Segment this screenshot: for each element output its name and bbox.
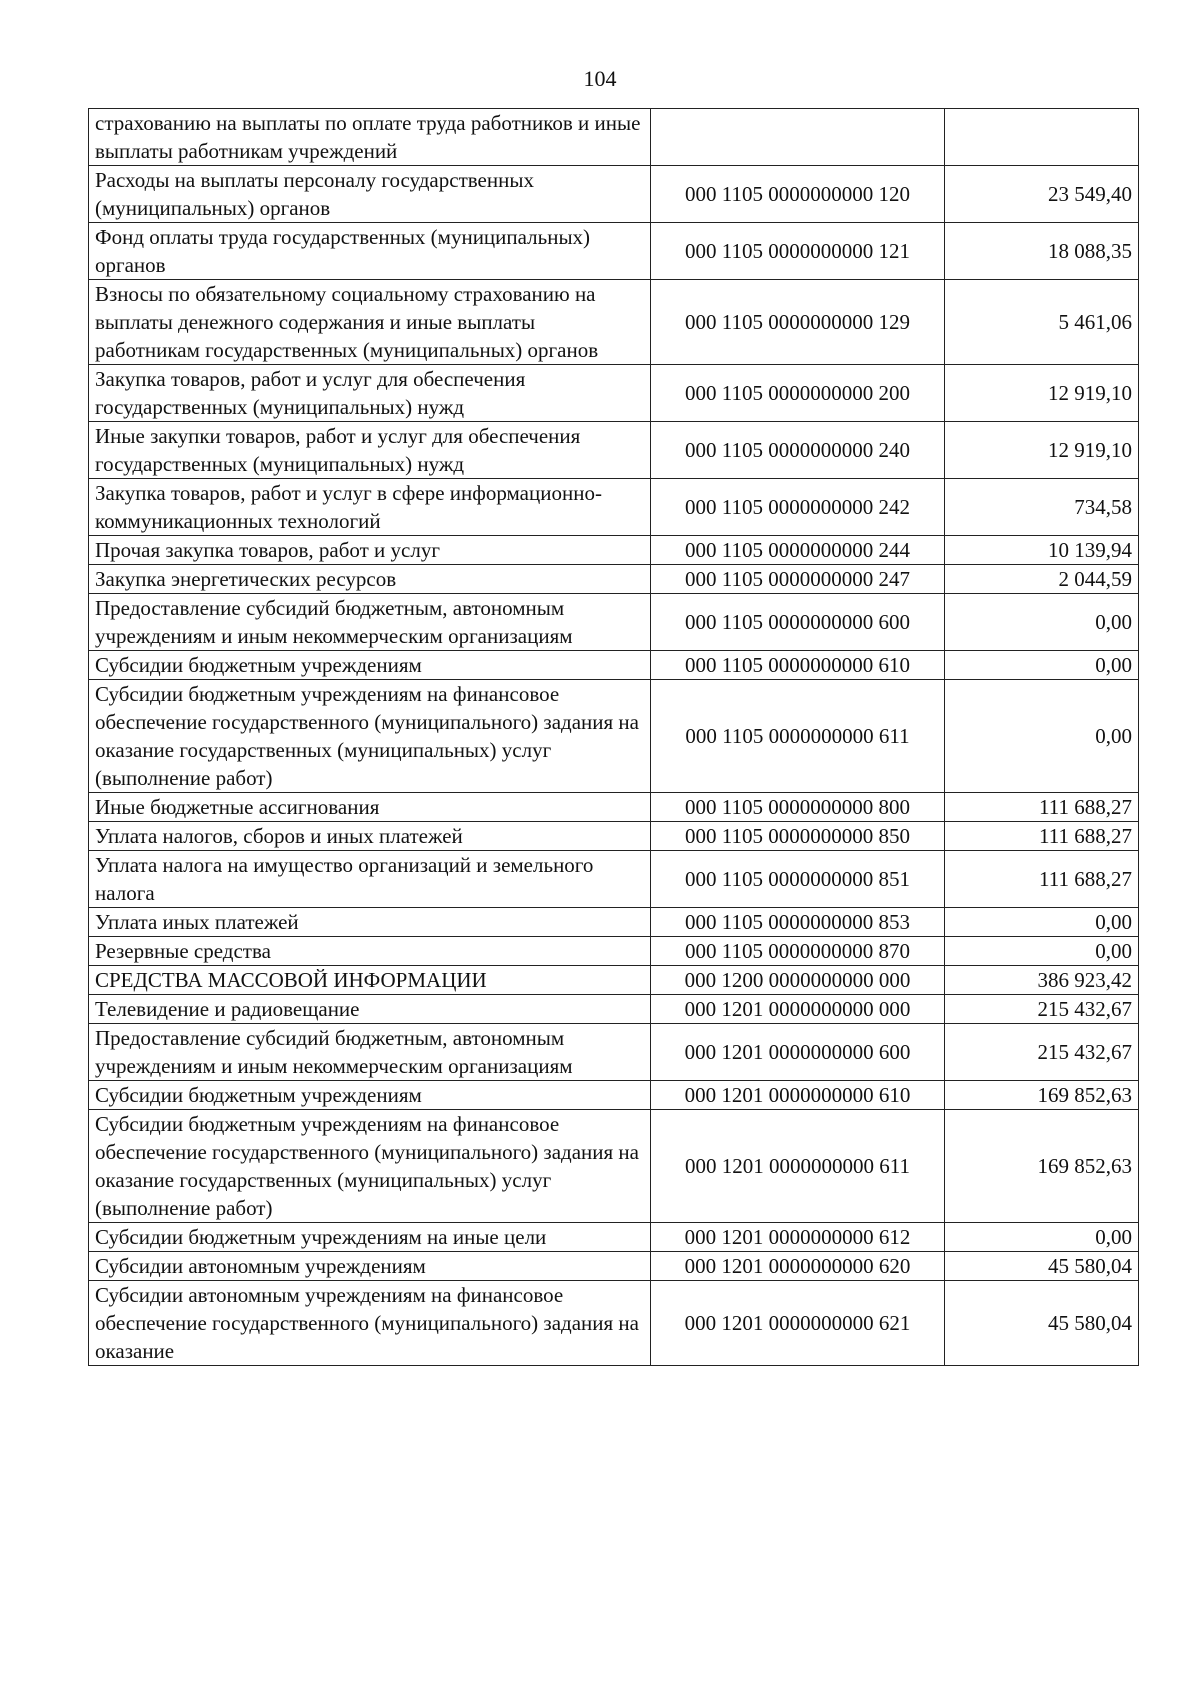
row-code: 000 1105 0000000000 851 bbox=[651, 851, 945, 908]
row-code: 000 1105 0000000000 247 bbox=[651, 565, 945, 594]
row-name: Телевидение и радиовещание bbox=[89, 995, 651, 1024]
row-amount: 0,00 bbox=[945, 1223, 1139, 1252]
row-code: 000 1200 0000000000 000 bbox=[651, 966, 945, 995]
row-name: Субсидии автономным учреждениям на финансовое обеспечение государственного (муниципального) задания на оказание bbox=[89, 1281, 651, 1366]
table-row bbox=[89, 908, 1139, 937]
page-number: 104 bbox=[583, 66, 617, 91]
row-code: 000 1105 0000000000 120 bbox=[651, 166, 945, 223]
row-amount: 734,58 bbox=[945, 479, 1139, 536]
row-code: 000 1105 0000000000 610 bbox=[651, 651, 945, 680]
row-name: Фонд оплаты труда государственных (муниципальных) органов bbox=[89, 223, 651, 280]
row-amount: 0,00 bbox=[945, 594, 1139, 651]
row-amount: 0,00 bbox=[945, 680, 1139, 793]
row-code: 000 1105 0000000000 600 bbox=[651, 594, 945, 651]
row-code: 000 1201 0000000000 600 bbox=[651, 1024, 945, 1081]
row-name: Субсидии бюджетным учреждениям на финансовое обеспечение государственного (муниципального) задания на оказание государственных (муниципальных) услуг (выполнение работ) bbox=[89, 1110, 651, 1223]
row-name: Прочая закупка товаров, работ и услуг bbox=[89, 536, 651, 565]
table-row bbox=[89, 166, 1139, 223]
row-name: Иные закупки товаров, работ и услуг для обеспечения государственных (муниципальных) нужд bbox=[89, 422, 651, 479]
row-amount: 12 919,10 bbox=[945, 422, 1139, 479]
table-row bbox=[89, 594, 1139, 651]
table-row bbox=[89, 995, 1139, 1024]
row-name: Субсидии автономным учреждениям bbox=[89, 1252, 651, 1281]
row-name: СРЕДСТВА МАССОВОЙ ИНФОРМАЦИИ bbox=[89, 966, 651, 995]
table-row bbox=[89, 793, 1139, 822]
table-row bbox=[89, 651, 1139, 680]
row-code: 000 1105 0000000000 853 bbox=[651, 908, 945, 937]
row-name: Уплата налога на имущество организаций и земельного налога bbox=[89, 851, 651, 908]
table-row bbox=[89, 1081, 1139, 1110]
budget-table-body bbox=[89, 109, 1139, 1366]
row-name: Закупка товаров, работ и услуг для обеспечения государственных (муниципальных) нужд bbox=[89, 365, 651, 422]
row-code: 000 1105 0000000000 121 bbox=[651, 223, 945, 280]
row-name: Закупка товаров, работ и услуг в сфере информационно-коммуникационных технологий bbox=[89, 479, 651, 536]
row-code: 000 1201 0000000000 611 bbox=[651, 1110, 945, 1223]
row-name: страхованию на выплаты по оплате труда работников и иные выплаты работникам учреждений bbox=[89, 109, 651, 166]
row-name: Субсидии бюджетным учреждениям на иные цели bbox=[89, 1223, 651, 1252]
row-name: Уплата иных платежей bbox=[89, 908, 651, 937]
row-code: 000 1105 0000000000 200 bbox=[651, 365, 945, 422]
row-amount: 45 580,04 bbox=[945, 1281, 1139, 1366]
table-row bbox=[89, 223, 1139, 280]
row-name: Иные бюджетные ассигнования bbox=[89, 793, 651, 822]
row-code: 000 1201 0000000000 000 bbox=[651, 995, 945, 1024]
table-row bbox=[89, 280, 1139, 365]
row-code: 000 1105 0000000000 870 bbox=[651, 937, 945, 966]
table-row bbox=[89, 680, 1139, 793]
row-amount: 215 432,67 bbox=[945, 1024, 1139, 1081]
row-amount: 111 688,27 bbox=[945, 822, 1139, 851]
row-amount: 23 549,40 bbox=[945, 166, 1139, 223]
table-row bbox=[89, 937, 1139, 966]
row-name: Предоставление субсидий бюджетным, автономным учреждениям и иным некоммерческим организациям bbox=[89, 1024, 651, 1081]
row-amount: 5 461,06 bbox=[945, 280, 1139, 365]
row-code: 000 1201 0000000000 620 bbox=[651, 1252, 945, 1281]
row-code: 000 1105 0000000000 129 bbox=[651, 280, 945, 365]
row-amount: 111 688,27 bbox=[945, 851, 1139, 908]
row-amount: 215 432,67 bbox=[945, 995, 1139, 1024]
row-name: Предоставление субсидий бюджетным, автономным учреждениям и иным некоммерческим организациям bbox=[89, 594, 651, 651]
row-code: 000 1105 0000000000 240 bbox=[651, 422, 945, 479]
row-amount: 45 580,04 bbox=[945, 1252, 1139, 1281]
row-name: Взносы по обязательному социальному страхованию на выплаты денежного содержания и иные выплаты работникам государственных (муниципальных) органов bbox=[89, 280, 651, 365]
row-amount: 18 088,35 bbox=[945, 223, 1139, 280]
row-name: Расходы на выплаты персоналу государственных (муниципальных) органов bbox=[89, 166, 651, 223]
table-row bbox=[89, 1024, 1139, 1081]
row-amount: 169 852,63 bbox=[945, 1110, 1139, 1223]
row-amount bbox=[945, 109, 1139, 166]
row-amount: 10 139,94 bbox=[945, 536, 1139, 565]
table-row bbox=[89, 565, 1139, 594]
table-row bbox=[89, 365, 1139, 422]
table-row bbox=[89, 966, 1139, 995]
row-code: 000 1105 0000000000 611 bbox=[651, 680, 945, 793]
table-row bbox=[89, 479, 1139, 536]
table-row bbox=[89, 1110, 1139, 1223]
table-row bbox=[89, 536, 1139, 565]
row-amount: 169 852,63 bbox=[945, 1081, 1139, 1110]
row-amount: 2 044,59 bbox=[945, 565, 1139, 594]
row-code: 000 1105 0000000000 850 bbox=[651, 822, 945, 851]
row-amount: 111 688,27 bbox=[945, 793, 1139, 822]
row-code: 000 1201 0000000000 610 bbox=[651, 1081, 945, 1110]
row-amount: 0,00 bbox=[945, 651, 1139, 680]
row-name: Субсидии бюджетным учреждениям bbox=[89, 1081, 651, 1110]
row-code: 000 1201 0000000000 621 bbox=[651, 1281, 945, 1366]
row-name: Закупка энергетических ресурсов bbox=[89, 565, 651, 594]
row-name: Субсидии бюджетным учреждениям bbox=[89, 651, 651, 680]
row-amount: 0,00 bbox=[945, 908, 1139, 937]
table-row bbox=[89, 1252, 1139, 1281]
row-name: Уплата налогов, сборов и иных платежей bbox=[89, 822, 651, 851]
table-row bbox=[89, 422, 1139, 479]
row-amount: 12 919,10 bbox=[945, 365, 1139, 422]
row-code: 000 1105 0000000000 244 bbox=[651, 536, 945, 565]
row-amount: 386 923,42 bbox=[945, 966, 1139, 995]
row-code: 000 1105 0000000000 242 bbox=[651, 479, 945, 536]
row-code: 000 1105 0000000000 800 bbox=[651, 793, 945, 822]
row-name: Резервные средства bbox=[89, 937, 651, 966]
table-row bbox=[89, 1281, 1139, 1366]
row-name: Субсидии бюджетным учреждениям на финансовое обеспечение государственного (муниципального) задания на оказание государственных (муниципальных) услуг (выполнение работ) bbox=[89, 680, 651, 793]
row-code bbox=[651, 109, 945, 166]
table-row bbox=[89, 109, 1139, 166]
table-row bbox=[89, 851, 1139, 908]
budget-table bbox=[88, 108, 1139, 1366]
table-row bbox=[89, 822, 1139, 851]
table-row bbox=[89, 1223, 1139, 1252]
row-code: 000 1201 0000000000 612 bbox=[651, 1223, 945, 1252]
row-amount: 0,00 bbox=[945, 937, 1139, 966]
